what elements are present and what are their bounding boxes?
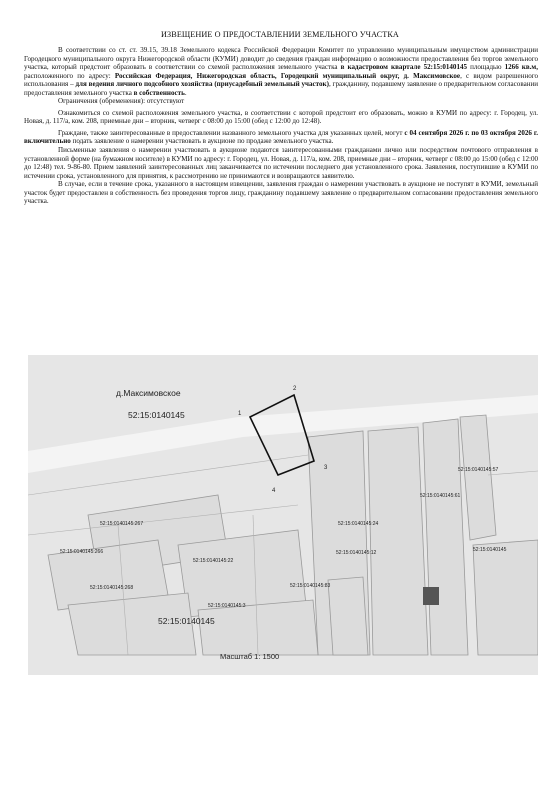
parcel-label-267: 52:15:0140145:267 (100, 521, 144, 527)
parcel-label-24: 52:15:0140145:24 (338, 521, 379, 527)
parcel-label-83: 52:15:0140145:83 (290, 583, 331, 589)
p4-deadline: с 04 сентября 2026 г. по 03 октября 2026 г. включительно (24, 128, 539, 146)
quarter-label-bottom: 52:15:0140145 (158, 616, 215, 626)
p1-ownership: в собственность (133, 88, 185, 97)
parcel-label-57: 52:15:0140145:57 (458, 467, 499, 473)
parcel-label-268: 52:15:0140145:268 (90, 585, 134, 591)
point-2-label: 2 (293, 386, 297, 392)
p1-area: 1266 кв.м, (504, 63, 538, 72)
point-4-label: 4 (272, 488, 276, 494)
map-scale: Масштаб 1: 1500 (220, 652, 280, 661)
p1-text-a: В соответствии со ст. ст. 39.15, 39.18 Земельного кодекса Российской Федерации Комитет по управлению муниципальным имуществом администрации Городецкого муниципального округа Нижегородской области (КУМИ) доводит до сведения граждан информацию о возможности предоставления без торгов земельного участка, который предстоит образовать в соответствии со схемой расположения земельного участка (24, 46, 538, 72)
point-3-label: 3 (324, 465, 328, 471)
p1-text-e: расположенного по адресу: (24, 71, 115, 80)
paragraph-restrictions: Ограничения (обременения): отсутствуют (58, 97, 185, 106)
paragraph-no-applications: В случае, если в течение срока, указанного в настоящем извещении, заявления граждан о намерении участвовать в аукционе не поступят в КУМИ, земельный участок будет предоставлен в собственность без проведения торгов лицу, гражданину подавшему заявление о предварительном согласовании предоставления земельного участка. (24, 180, 538, 206)
point-1-label: 1 (238, 411, 242, 417)
paragraph-interested-citizens (24, 129, 538, 146)
building (423, 587, 439, 605)
p1-permitted-use: для ведения личного подсобного хозяйства (приусадебный земельный участок) (75, 80, 329, 89)
parcel-12-area (328, 577, 368, 655)
paragraph-legal-basis (24, 46, 538, 97)
parcel-24-area (368, 427, 428, 655)
p1-address: Российская Федерация, Нижегородская область, Городецкий муниципальный округ, д. Максимовское (114, 71, 461, 80)
p1-text-i: , гражданину, подавшему заявление о предварительном согласовании предоставления земельного участка (24, 80, 539, 97)
parcel-label-61: 52:15:0140145:61 (420, 493, 461, 499)
quarter-label: 52:15:0140145 (128, 410, 185, 420)
page-title: ИЗВЕЩЕНИЕ О ПРЕДОСТАВЛЕНИИ ЗЕМЕЛЬНОГО УЧАСТКА (161, 30, 399, 39)
parcel-right-area (473, 540, 538, 655)
p4-text-a: Граждане, также заинтересованные в предоставлении названного земельного участка для указанных целей, могут (58, 128, 405, 137)
parcel-label-22: 52:15:0140145:22 (193, 558, 234, 564)
parcel-label-right: 52:15:0140145 (473, 547, 507, 553)
parcel-scheme-map (28, 355, 538, 675)
paragraph-written-applications: Письменные заявления о намерении участвовать в аукционе подаются заинтересованными гражданами лично или посредством почтового отправления в установленной форме (на бумажном носителе) в КУМИ по адресу: г. Городец, ул. Новая, д. 117/а, ком. 208, приемные дни – вторник, четверг с 08:00 до 15:00 (обед с 12:00 до 12:48) тел. 9-86-80. Прием заявлений заинтересованных лиц заканчивается по истечении последнего дня установленного срока. Заявления, поступившие в КУМИ по истечении срока, установленного для принятия, к рассмотрению не принимаются и возвращаются заявителю. (24, 146, 538, 180)
p1-text-k: . (184, 88, 187, 97)
notice-body (24, 46, 538, 206)
parcel-label-3: 52:15:0140145:3 (208, 603, 246, 609)
paragraph-familiarize: Ознакомиться со схемой расположения земельного участка, в соответствии с которой предстоит его образовать, можно в КУМИ по адресу: г. Городец, ул. Новая, д. 117/а, ком. 208, приемные дни – вторник, четверг с 08:00 до 15:00 (обед с 12:00 до 12:48). (24, 108, 538, 126)
p1-cadastral-quarter: в кадастровом квартале 52:15:0140145 (340, 63, 468, 72)
parcel-label-266: 52:15:0140145:266 (60, 549, 104, 555)
p4-text-c: подать заявление о намерении участвовать в аукционе по продаже земельного участка. (70, 137, 334, 146)
village-label: д.Максимовское (116, 388, 181, 398)
p1-text-g: , с видом разрешенного использования – (24, 71, 538, 89)
parcel-label-12: 52:15:0140145:12 (336, 550, 377, 556)
p1-text-c: площадью (467, 63, 505, 72)
